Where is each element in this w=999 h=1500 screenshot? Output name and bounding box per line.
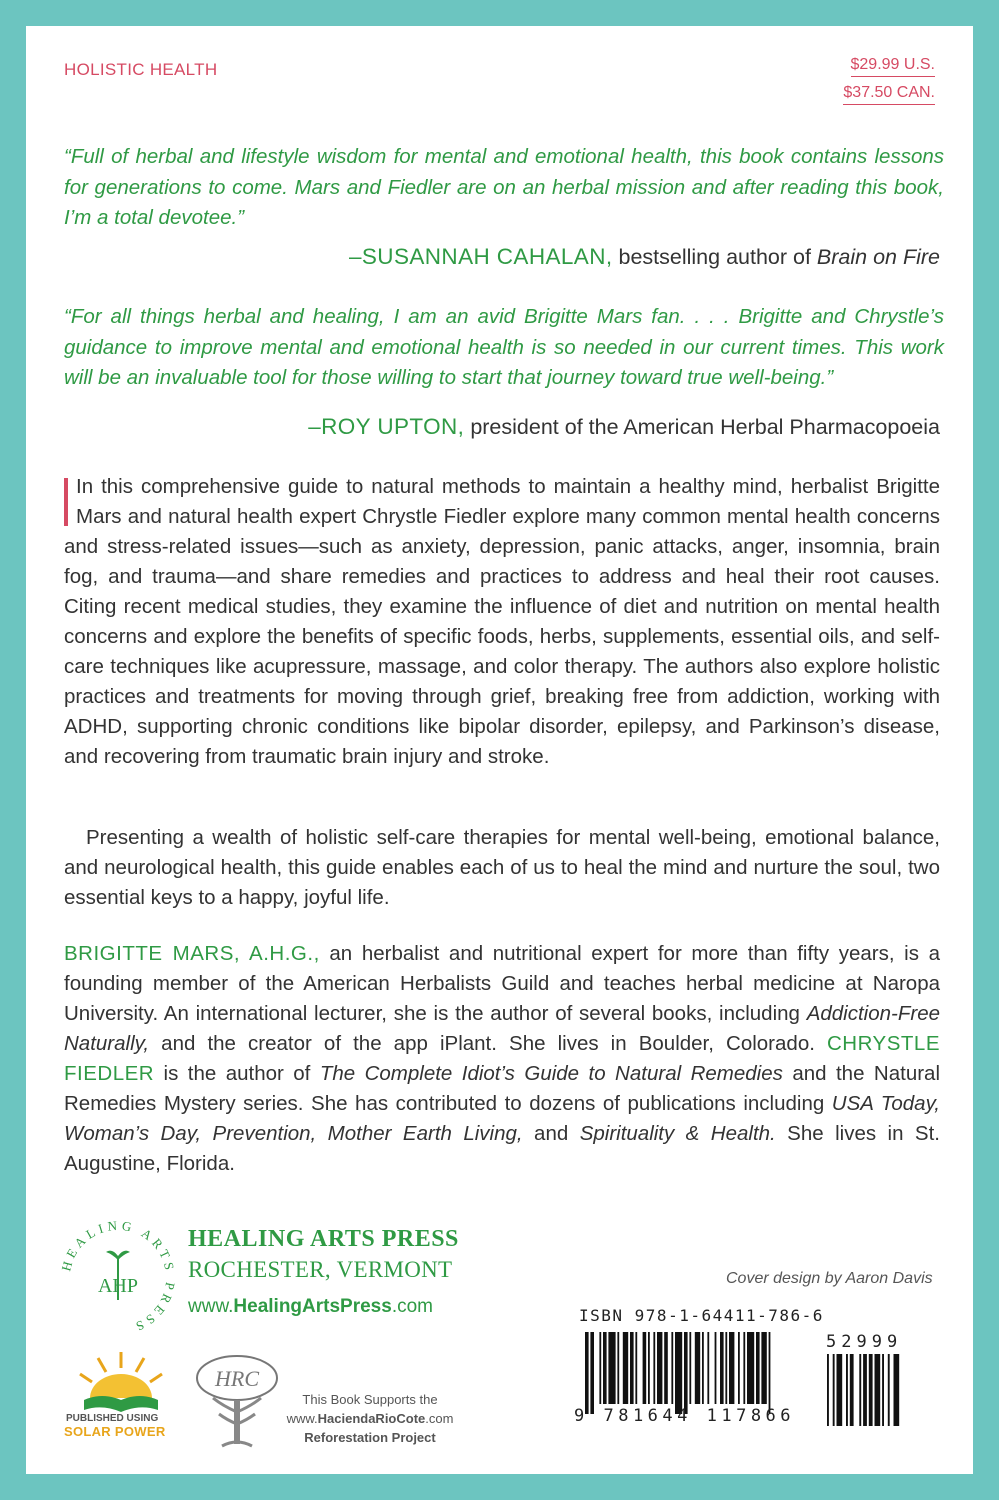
endorser-role: bestselling author of bbox=[618, 245, 817, 269]
hrc-web-name: HaciendaRioCote bbox=[317, 1411, 426, 1426]
bio-text: and bbox=[522, 1122, 580, 1145]
price-barcode-bar bbox=[859, 1354, 861, 1426]
barcode-bar bbox=[675, 1332, 682, 1414]
bio-text: is the author of bbox=[154, 1062, 320, 1085]
hrc-tree-logo bbox=[192, 1354, 282, 1450]
price-barcode-bar bbox=[850, 1354, 854, 1426]
price-barcode-bar bbox=[888, 1354, 890, 1426]
author-name-2: CHRYSTLE FIEDLER bbox=[64, 1032, 940, 1085]
web-name: HealingArtsPress bbox=[233, 1296, 392, 1317]
hrc-note-line-1: This Book Supports the bbox=[302, 1392, 438, 1407]
barcode-bar bbox=[599, 1332, 601, 1404]
category-label: HOLISTIC HEALTH bbox=[64, 60, 218, 79]
publisher-name: HEALING ARTS PRESS bbox=[188, 1226, 459, 1252]
price-can: $37.50 CAN. bbox=[843, 84, 935, 105]
price-barcode-bar bbox=[827, 1354, 829, 1426]
bio-text: an herbalist and nutritional expert for more than fifty years, is a founding member of the American Herbalists Guild and teaches herbal medicine at Naropa University. An international lecturer, she is the author of several books, including bbox=[64, 942, 941, 1025]
barcode-bar bbox=[747, 1332, 754, 1404]
back-cover bbox=[26, 26, 973, 1474]
drop-cap-marker bbox=[64, 478, 68, 526]
price-barcode-digits: 52999 bbox=[826, 1332, 903, 1352]
barcode-bar bbox=[725, 1332, 727, 1404]
solar-caption-top: PUBLISHED USING bbox=[66, 1413, 159, 1424]
hrc-website-link[interactable] bbox=[272, 1409, 468, 1428]
description-text-1: In this comprehensive guide to natural methods to maintain a healthy mind, herbalist Brigitte Mars and natural health expert Chrystle Fiedler explore many common mental health concerns and stress-related issues—such as anxiety, depression, panic attacks, anger, insomnia, brain fog, and trauma—and share remedies and practices to address and heal their root causes. Citing recent medical studies, they examine the influence of diet and nutrition on mental health concerns and explore the benefits of specific foods, herbs, supplements, essential oils, and self-care techniques like acupressure, massage, and color therapy. The authors also explore holistic practices and treatments for moving through grief, breaking free from addiction, working with ADHD, supporting chronic conditions like bipolar disorder, epilepsy, and Parkinson’s disease, and recovering from traumatic brain injury and stroke. bbox=[64, 475, 940, 768]
barcode-bar bbox=[689, 1332, 691, 1404]
barcode-bar bbox=[643, 1332, 647, 1404]
price-barcode-bar bbox=[833, 1354, 835, 1426]
solar-caption-bottom: SOLAR POWER bbox=[64, 1424, 166, 1439]
web-prefix: www. bbox=[188, 1296, 234, 1317]
hrc-web-suffix: .com bbox=[425, 1411, 454, 1426]
barcode-bar bbox=[671, 1332, 673, 1404]
price-barcode-bar bbox=[894, 1354, 900, 1426]
solar-power-logo bbox=[70, 1348, 172, 1414]
barcode-bar bbox=[664, 1332, 668, 1404]
endorser-name: –SUSANNAH CAHALAN, bbox=[348, 244, 613, 269]
barcode-bar bbox=[630, 1332, 634, 1404]
logo-monogram: AHP bbox=[97, 1275, 139, 1297]
endorsement-attribution-2 bbox=[308, 414, 940, 440]
web-suffix: .com bbox=[391, 1296, 433, 1317]
barcode-bar bbox=[769, 1332, 771, 1414]
isbn-text: ISBN 978-1-64411-786-6 bbox=[579, 1306, 824, 1325]
barcode-bar bbox=[657, 1332, 662, 1404]
price-us: $29.99 U.S. bbox=[851, 56, 936, 77]
price-barcode-bar bbox=[882, 1354, 884, 1426]
barcode-bar bbox=[756, 1332, 760, 1404]
barcode-bar bbox=[585, 1332, 589, 1414]
endorser-role: president of the American Herbal Pharmacopoeia bbox=[470, 415, 940, 439]
reforestation-note bbox=[272, 1390, 468, 1447]
description-paragraph-1 bbox=[64, 472, 940, 772]
cover-design-credit: Cover design by Aaron Davis bbox=[726, 1270, 933, 1287]
hrc-logo-text: HRC bbox=[215, 1366, 259, 1391]
barcode-bar bbox=[623, 1332, 628, 1404]
barcode-bar bbox=[715, 1332, 717, 1404]
barcode-bar bbox=[653, 1332, 655, 1404]
barcode-bar bbox=[617, 1332, 619, 1404]
publication-list: USA Today, Woman’s Day, Prevention, Mother Earth Living, bbox=[64, 1092, 940, 1145]
hrc-web-prefix: www. bbox=[286, 1411, 318, 1426]
bio-text: and the Natural Remedies Mystery series. She has contributed to dozens of publications including bbox=[64, 1062, 940, 1115]
barcode-bar bbox=[590, 1332, 594, 1414]
healing-arts-press-logo bbox=[56, 1216, 180, 1340]
barcode-bar bbox=[648, 1332, 650, 1404]
barcode-bar bbox=[684, 1332, 688, 1414]
barcode-bar bbox=[743, 1332, 745, 1404]
endorsement-quote-2: “For all things herbal and healing, I am an avid Brigitte Mars fan. . . . Brigitte and Chrystle’s guidance to improve mental and emotional health is so needed in our current times. This work will be an invaluable tool for those willing to start that journey toward true well-being.” bbox=[64, 305, 944, 389]
author-name-1: BRIGITTE MARS, A.H.G., bbox=[64, 942, 320, 965]
hrc-note-line-3: Reforestation Project bbox=[304, 1430, 436, 1445]
ean-digits: 9 781644 117866 bbox=[574, 1406, 796, 1426]
endorser-name: –ROY UPTON, bbox=[308, 414, 465, 439]
book-title: Addiction-Free Naturally, bbox=[64, 1002, 940, 1055]
bio-text: She lives in St. Augustine, Florida. bbox=[64, 1122, 940, 1175]
logo-ring-text: HEALING ARTS PRESS bbox=[58, 1217, 179, 1336]
publication-name: Spirituality & Health. bbox=[579, 1122, 776, 1145]
publisher-website-link[interactable] bbox=[188, 1296, 433, 1318]
barcode-bar bbox=[720, 1332, 724, 1404]
barcode-bar bbox=[635, 1332, 637, 1404]
endorsement-quote-1: “Full of herbal and lifestyle wisdom for mental and emotional health, this book contains lessons for generations to come. Mars and Fiedler are on an herbal mission and after reading this book, I’m a total devotee.” bbox=[64, 145, 944, 229]
barcode-bar bbox=[603, 1332, 607, 1404]
bio-text: and the creator of the app iPlant. She lives in Boulder, Colorado. bbox=[149, 1032, 827, 1055]
price-barcode-bar bbox=[869, 1354, 873, 1426]
price-barcode-bar bbox=[846, 1354, 848, 1426]
publisher-location: ROCHESTER, VERMONT bbox=[188, 1257, 453, 1282]
barcode-bar bbox=[702, 1332, 704, 1404]
price-barcode-bar bbox=[875, 1354, 881, 1426]
description-paragraph-2: Presenting a wealth of holistic self-care therapies for mental well-being, emotional balance, and neurological health, this guide enables each of us to heal the mind and nurture the soul, two essential keys to a happy, joyful life. bbox=[64, 826, 940, 909]
endorser-book-title: Brain on Fire bbox=[816, 245, 940, 269]
barcode-bar bbox=[729, 1332, 734, 1404]
barcode-bar bbox=[738, 1332, 740, 1404]
barcode-bar bbox=[707, 1332, 709, 1404]
endorsement-attribution-1 bbox=[349, 244, 940, 270]
barcode-bar bbox=[761, 1332, 766, 1404]
price-barcode-bar bbox=[837, 1354, 843, 1426]
book-title: The Complete Idiot’s Guide to Natural Remedies bbox=[319, 1062, 783, 1085]
price-barcode-bar bbox=[863, 1354, 867, 1426]
barcode-bar bbox=[695, 1332, 700, 1404]
author-bio bbox=[64, 939, 940, 1179]
barcode-bar bbox=[608, 1332, 615, 1404]
